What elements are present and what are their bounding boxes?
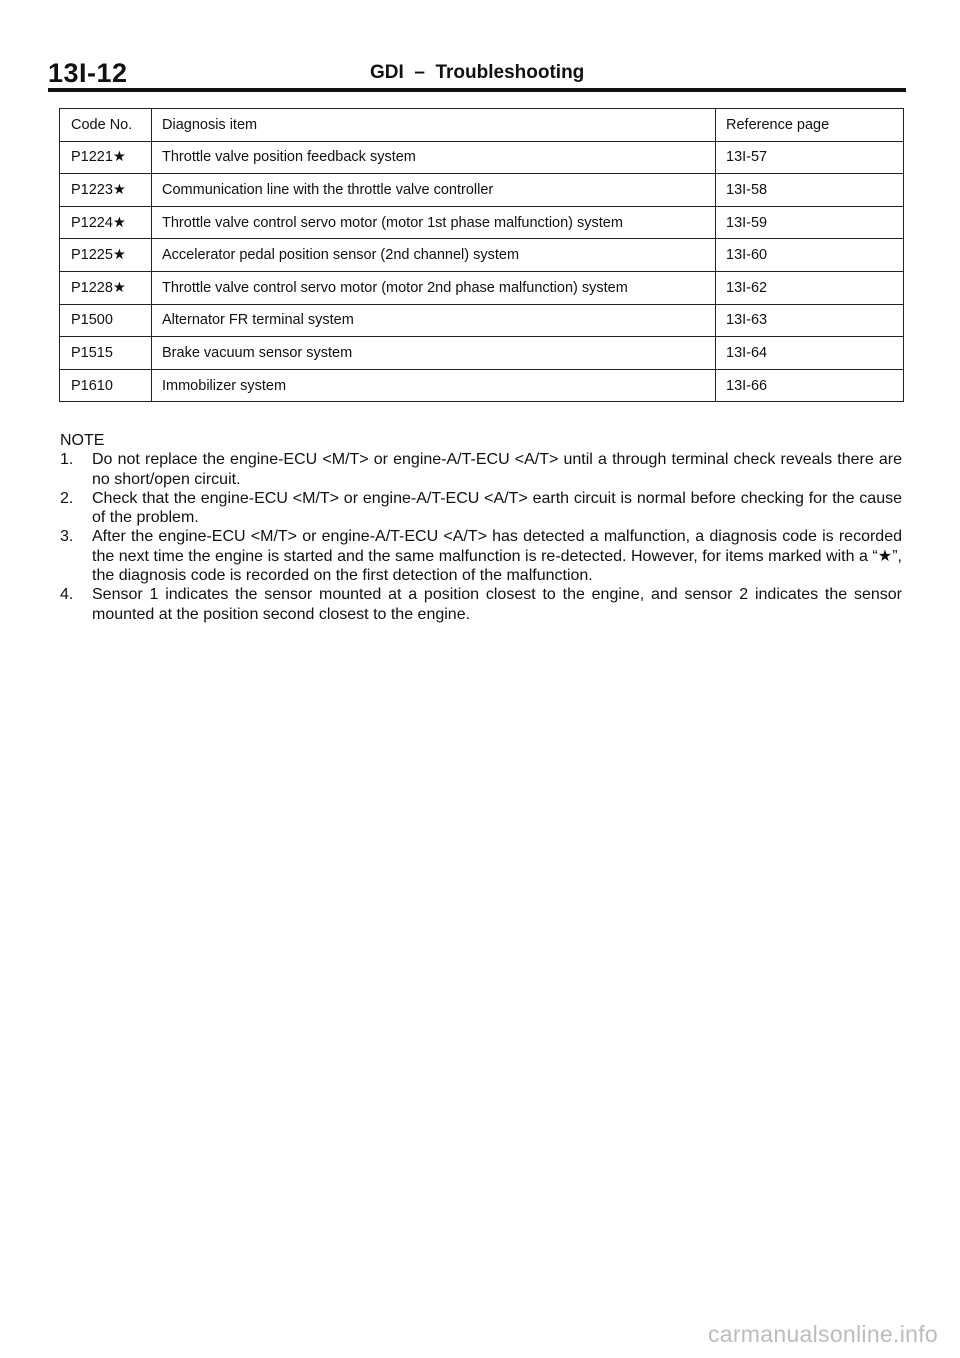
table-header-row	[60, 109, 904, 142]
reference-page-cell: 13I-58	[716, 174, 904, 207]
table-row	[60, 141, 904, 174]
note-item	[60, 489, 902, 528]
page-header	[48, 52, 906, 88]
note-item	[60, 450, 902, 489]
table-row	[60, 239, 904, 272]
table-row	[60, 174, 904, 207]
code-cell: P1223★	[60, 174, 152, 207]
note-number: 2.	[60, 489, 74, 507]
column-header-code: Code No.	[60, 109, 152, 142]
diagnosis-item-cell: Immobilizer system	[152, 369, 716, 402]
code-cell: P1610	[60, 369, 152, 402]
reference-page-cell: 13I-62	[716, 271, 904, 304]
header-rule	[48, 88, 906, 92]
note-number: 3.	[60, 528, 74, 546]
note-title: NOTE	[60, 432, 105, 449]
column-header-diagnosis-item: Diagnosis item	[152, 109, 716, 142]
note-text: Do not replace the engine-ECU <M/T> or engine-A/T-ECU <A/T> until a through terminal check reveals there are no short/open circuit.	[92, 451, 902, 488]
table-row	[60, 206, 904, 239]
note-text: Sensor 1 indicates the sensor mounted at a position closest to the engine, and sensor 2 indicates the sensor mounted at the position second closest to the engine.	[92, 586, 902, 623]
reference-page-cell: 13I-60	[716, 239, 904, 272]
table-row	[60, 337, 904, 370]
reference-page-cell: 13I-66	[716, 369, 904, 402]
column-header-reference-page: Reference page	[716, 109, 904, 142]
diagnosis-item-cell: Alternator FR terminal system	[152, 304, 716, 337]
code-cell: P1228★	[60, 271, 152, 304]
watermark-text: carmanualsonline.info	[707, 1321, 938, 1347]
diagnosis-item-cell: Communication line with the throttle valve controller	[152, 174, 716, 207]
note-item	[60, 585, 902, 624]
diagnosis-item-cell: Accelerator pedal position sensor (2nd channel) system	[152, 239, 716, 272]
note-item	[60, 527, 902, 585]
reference-page-cell: 13I-57	[716, 141, 904, 174]
page-title: GDI – Troubleshooting	[370, 62, 585, 83]
table-row	[60, 304, 904, 337]
table-row	[60, 271, 904, 304]
note-text: After the engine-ECU <M/T> or engine-A/T-ECU <A/T> has detected a malfunction, a diagnosis code is recorded the next time the engine is started and the same malfunction is re-detected. However, for items marked with a “★”, the diagnosis code is recorded on the first detection of the malfunction.	[92, 528, 902, 585]
diagnosis-code-table	[59, 108, 904, 402]
note-block	[60, 431, 902, 624]
diagnosis-item-cell: Throttle valve control servo motor (motor 2nd phase malfunction) system	[152, 271, 716, 304]
diagnosis-item-cell: Throttle valve position feedback system	[152, 141, 716, 174]
diagnosis-item-cell: Throttle valve control servo motor (motor 1st phase malfunction) system	[152, 206, 716, 239]
code-cell: P1515	[60, 337, 152, 370]
note-text: Check that the engine-ECU <M/T> or engine-A/T-ECU <A/T> earth circuit is normal before checking for the cause of the problem.	[92, 489, 902, 527]
note-number: 1.	[60, 451, 74, 469]
code-cell: P1225★	[60, 239, 152, 272]
code-cell: P1500	[60, 304, 152, 337]
page-number: 13I-12	[48, 58, 128, 88]
reference-page-cell: 13I-64	[716, 337, 904, 370]
diagnosis-item-cell: Brake vacuum sensor system	[152, 337, 716, 370]
reference-page-cell: 13I-59	[716, 206, 904, 239]
table-row	[60, 369, 904, 402]
code-cell: P1224★	[60, 206, 152, 239]
reference-page-cell: 13I-63	[716, 304, 904, 337]
code-cell: P1221★	[60, 141, 152, 174]
note-number: 4.	[60, 586, 74, 604]
